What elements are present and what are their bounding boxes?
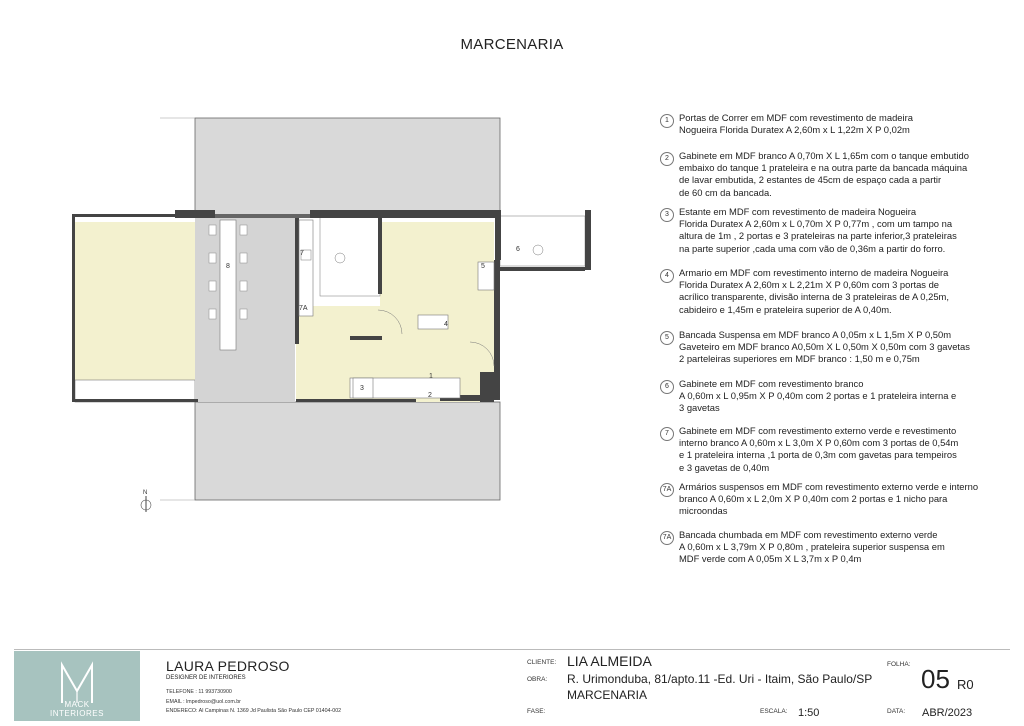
designer-email: EMAIL : lmpedroso@uol.com.br (166, 699, 241, 705)
note-badge: 5 (660, 331, 674, 345)
note-text: Estante em MDF com revestimento de madeira Nogueira Florida Duratex A 2,60m x L 0,70m X P 0,77m , com um tampo na altura de 1m , 2 portas e 3 prateleiras na parte inferior,3 prateleiras na parte superior ,cada uma com vão de 0,36m a partir do forro. (679, 206, 957, 254)
north-label: N (143, 490, 148, 496)
note-badge: 4 (660, 269, 674, 283)
date-value: ABR/2023 (922, 707, 973, 719)
project-address: R. Urimonduba, 81/apto.11 -Ed. Uri - Itaim, São Paulo/SP (567, 672, 873, 686)
company-logo (14, 651, 140, 721)
designer-name: LAURA PEDROSO (166, 658, 290, 674)
note-badge: 7A (660, 531, 674, 545)
living-area (75, 222, 195, 380)
floor-plan (60, 110, 630, 530)
note-text: Bancada Suspensa em MDF branco A 0,05m x L 1,5m X P 0,50m Gaveteiro em MDF branco A0,50m X L 0,50m X 0,50m com 3 gavetas 2 parteleiras superiores em MDF branco : 1,50 m e 0,75m (679, 329, 970, 365)
note-text: Gabinete em MDF com revestimento externo verde e revestimento interno branco A 0,60m x L 3,0m X P 0,60m com 3 portas de 0,54m e 1 prateleira interna ,1 porta de 0,3m com gavetas para tempeiros e 3 gavetas de 0,40m (679, 425, 959, 473)
note-badge: 2 (660, 152, 674, 166)
note-badge: 7 (660, 427, 674, 441)
plan-label-7: 7 (300, 250, 304, 257)
plan-label-6: 6 (516, 246, 520, 253)
project-label: OBRA: (527, 676, 548, 683)
note-text: Gabinete em MDF branco A 0,70m X L 1,65m com o tanque embutido embaixo do tanque 1 prateleira e na outra parte da bancada máquina de lavar embutida, 2 estantes de 45cm de espaço cada a partir de 60 cm da bancada. (679, 150, 969, 198)
sheet-label: FOLHA: (887, 661, 911, 668)
note-text: Gabinete em MDF com revestimento branco A 0,60m x L 0,95m X P 0,40m com 2 portas e 1 prateleira interna e 3 gavetas (679, 378, 957, 414)
service-area (500, 216, 585, 266)
client-name: LIA ALMEIDA (567, 653, 652, 669)
project-subject: MARCENARIA (567, 688, 648, 702)
plan-label-7a: 7A (299, 305, 308, 312)
date-label: DATA: (887, 708, 906, 715)
plan-label-1: 1 (429, 373, 433, 380)
logo-line1: MACK (64, 700, 90, 709)
designer-phone: TELEFONE : 11 993730900 (166, 689, 232, 695)
logo-text (14, 700, 140, 718)
note-badge: 3 (660, 208, 674, 222)
scale-label: ESCALA: (760, 708, 788, 715)
note-text: Armários suspensos em MDF com revestimento externo verde e interno branco A 0,60m x L 2,0m X P 0,40m com 2 portas e 1 nicho para microondas (679, 481, 979, 517)
note-badge: 1 (660, 114, 674, 128)
plan-label-3: 3 (360, 385, 364, 392)
phase-label: FASE: (527, 708, 546, 715)
note-badge: 7A (660, 483, 674, 497)
note-text: Portas de Correr em MDF com revestimento de madeira Nogueira Florida Duratex A 2,60m x L 1,22m X P 0,02m (679, 112, 913, 136)
note-badge: 6 (660, 380, 674, 394)
plan-label-4: 4 (444, 321, 448, 328)
plan-label-8: 8 (226, 263, 230, 270)
revision: R0 (957, 677, 974, 692)
client-label: CLIENTE: (527, 659, 557, 666)
plan-label-2: 2 (428, 392, 432, 399)
designer-role: DESIGNER DE INTERIORES (166, 675, 246, 681)
sheet-title: MARCENARIA (460, 36, 564, 53)
plan-label-5: 5 (481, 263, 485, 270)
note-text: Bancada chumbada em MDF com revestimento externo verde A 0,60m x L 3,79m X P 0,80m , prateleira superior suspensa em MDF verde com A 0,05m X L 3,7m x P 0,4m (679, 529, 945, 565)
living-floor-strip (75, 380, 195, 402)
bath-1 (320, 216, 380, 296)
terrace-top (195, 118, 500, 216)
kitchen-counter-7 (299, 220, 313, 316)
terrace-bottom (195, 402, 500, 500)
sheet-number: 05 (921, 664, 950, 694)
scale-value: 1:50 (798, 707, 820, 719)
designer-address: ENDERECO: Al Campinas N. 1369 Jd Paulista São Paulo CEP 01404-002 (166, 708, 342, 714)
logo-line2: INTERIORES (50, 709, 104, 718)
note-text: Armario em MDF com revestimento interno de madeira Nogueira Florida Duratex A 2,60m x L 2,21m X P 0,60m com 3 portas de acrílico transparente, divisão interna de 3 prateleiras de A 0,25m, cabideiro e 1,45m e prateleira superior de A 0,40m. (679, 267, 949, 315)
